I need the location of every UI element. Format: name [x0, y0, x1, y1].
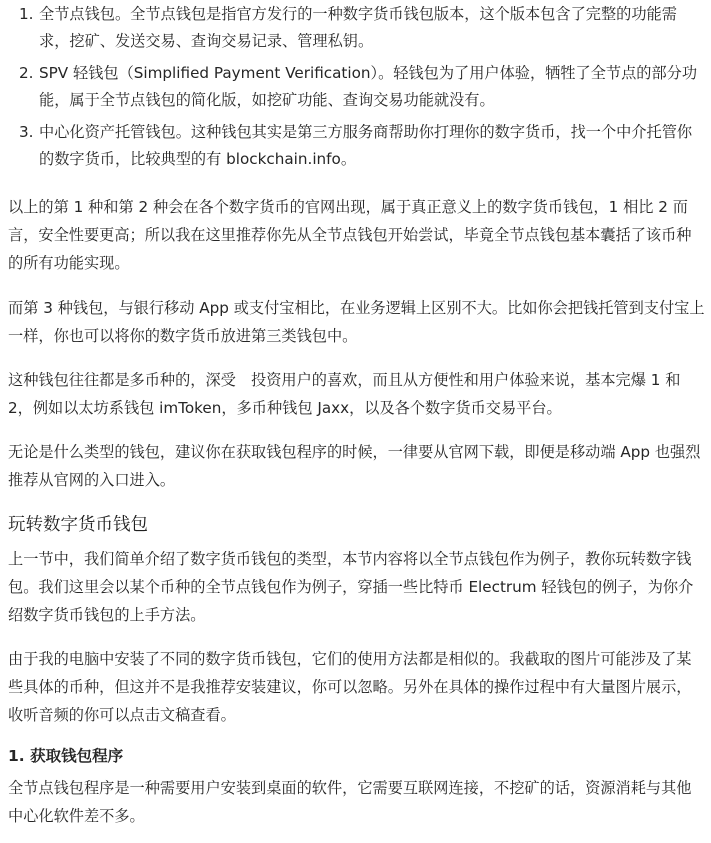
list-item [8, 1, 705, 55]
list-item-number: 2. [19, 64, 34, 82]
list-item-number: 1. [19, 5, 34, 23]
list-item-text: 全节点钱包。全节点钱包是指官方发行的一种数字货币钱包版本，这个版本包含了完整的功能需求，挖矿、发送交易、查询交易记录、管理私钥。 [39, 5, 677, 50]
paragraph-section-intro: 上一节中，我们简单介绍了数字货币钱包的类型，本节内容将以全节点钱包作为例子，教你玩转数字钱包。我们这里会以某个币种的全节点钱包作为例子，穿插一些比特币 Electrum 轻钱包的例子，为你介绍数字货币钱包的上手方法。 [8, 550, 694, 624]
paragraph-screenshot-note: 由于我的电脑中安装了不同的数字货币钱包，它们的使用方法都是相似的。我截取的图片可能涉及了某些具体的币种，但这并不是我推荐安装建议，你可以忽略。另外在具体的操作过程中有大量图片展示，收听音频的你可以点击文稿查看。 [8, 650, 692, 724]
wallet-types-list [8, 1, 705, 173]
list-item-text: SPV 轻钱包（Simplified Payment Verification）。轻钱包为了用户体验，牺牲了全节点的部分功能，属于全节点钱包的简化版，如挖矿功能、查询交易功能就没有。 [39, 64, 698, 109]
list-item [8, 60, 705, 114]
list-item [8, 119, 705, 173]
paragraph-get-wallet: 全节点钱包程序是一种需要用户安装到桌面的软件，它需要互联网连接，不挖矿的话，资源消耗与其他中心化软件差不多。 [8, 779, 692, 825]
section-heading: 玩转数字货币钱包 [8, 515, 148, 535]
list-item-text: 中心化资产托管钱包。这种钱包其实是第三方服务商帮助你打理你的数字货币，找一个中介托管你的数字货币，比较典型的有 blockchain.info。 [39, 123, 693, 168]
paragraph-custodial-wallet: 而第 3 种钱包，与银行移动 App 或支付宝相比，在业务逻辑上区别不大。比如你会把钱托管到支付宝上一样，你也可以将你的数字货币放进第三类钱包中。 [8, 299, 705, 345]
paragraph-wallet-comparison: 以上的第 1 种和第 2 种会在各个数字货币的官网出现，属于真正意义上的数字货币钱包，1 相比 2 而言，安全性要更高；所以我在这里推荐你先从全节点钱包开始尝试，毕竟全节点钱包基本囊括了该币种的所有功能实现。 [8, 198, 692, 272]
subsection-heading: 1. 获取钱包程序 [8, 747, 124, 765]
list-item-number: 3. [19, 123, 34, 141]
paragraph-download-advice: 无论是什么类型的钱包，建议你在获取钱包程序的时候，一律要从官网下载，即便是移动端 App 也强烈推荐从官网的入口进入。 [8, 443, 701, 489]
article-body [0, 1, 711, 843]
paragraph-multi-currency: 这种钱包往往都是多币种的，深受 投资用户的喜欢，而且从方便性和用户体验来说，基本完爆 1 和 2，例如以太坊系钱包 imToken，多币种钱包 Jaxx，以及各个数字货币交易平台。 [8, 371, 681, 417]
